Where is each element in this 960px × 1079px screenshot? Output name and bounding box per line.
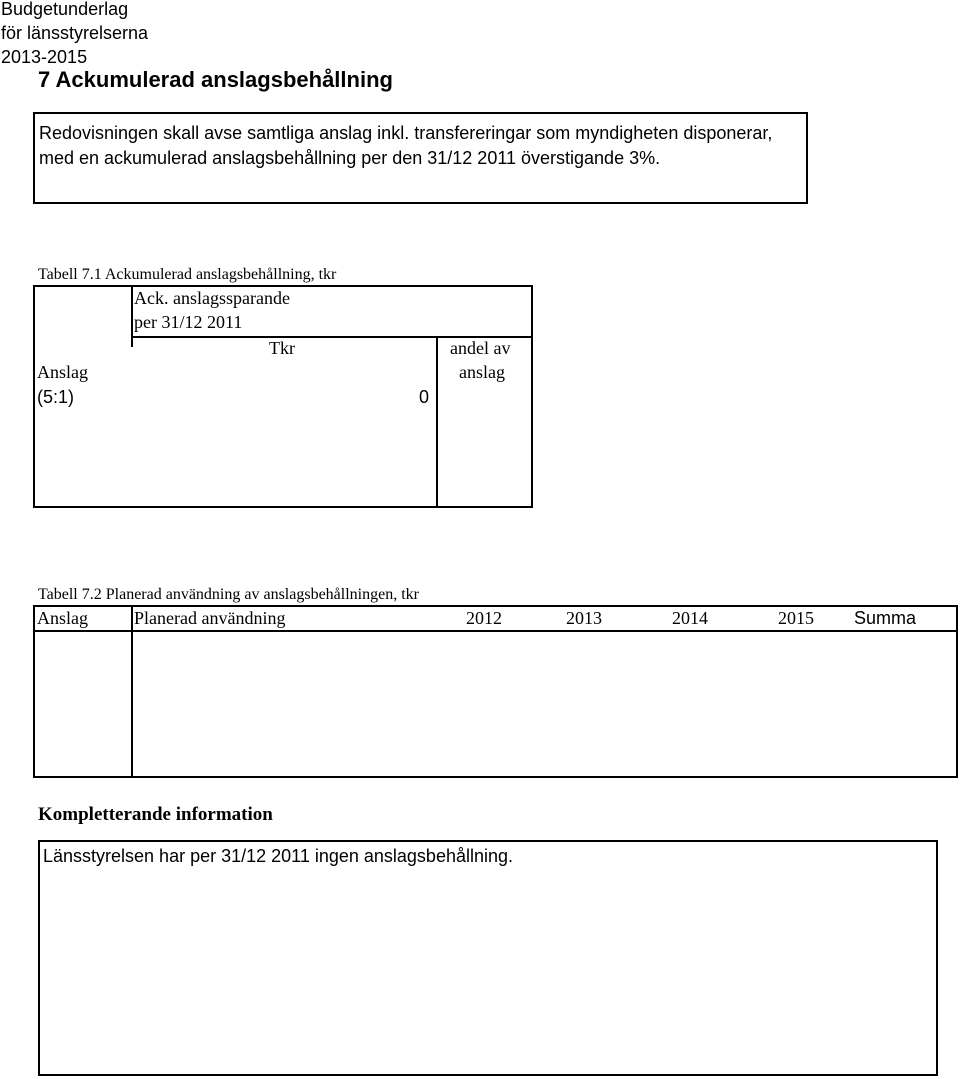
table1-header-sparande-line2: per 31/12 2011 [134,312,243,332]
table1-header-anslag: Anslag [37,362,88,382]
komplettering-box [38,840,938,1076]
doc-header-line2: för länsstyrelserna [1,23,149,43]
table1-row-anslag: (5:1) [37,387,75,407]
table2-header-planerad: Planerad användning [134,608,286,628]
table1-header-andel-line2: anslag [459,362,505,382]
section-title: 7 Ackumulerad anslagsbehållning [38,67,393,92]
table1-caption: Tabell 7.1 Ackumulerad anslagsbehållning, tkr [38,266,337,283]
intro-box [33,112,808,204]
table1-header-tkr: Tkr [269,338,295,358]
intro-text: Redovisningen skall avse samtliga anslag inkl. transfereringar som myndigheten disponerar, med en ackumulerad anslagsbehållning per den 31/12 2011 överstigande 3%. [39,123,773,168]
table1 [33,285,533,508]
table1-divider [436,336,438,508]
doc-header-line1: Budgetunderlag [1,0,129,19]
table2-header-2014: 2014 [672,608,708,628]
table1-row-tkr: 0 [419,387,430,407]
table2-header-anslag: Anslag [37,608,88,628]
table2-caption: Tabell 7.2 Planerad användning av anslagsbehållningen, tkr [38,586,419,603]
komplettering-title: Kompletterande information [38,804,273,825]
table2-header-summa: Summa [854,608,917,628]
table2-header-divider [33,630,958,632]
table2-header-2013: 2013 [566,608,602,628]
table1-header-sparande-line1: Ack. anslagssparande [134,288,290,308]
table2-header-2015: 2015 [778,608,814,628]
komplettering-text: Länsstyrelsen har per 31/12 2011 ingen anslagsbehållning. [43,846,514,866]
table2-divider [131,605,133,778]
table2-header-2012: 2012 [466,608,502,628]
table1-header-andel-line1: andel av [450,338,511,358]
doc-header-line3: 2013-2015 [1,47,88,67]
